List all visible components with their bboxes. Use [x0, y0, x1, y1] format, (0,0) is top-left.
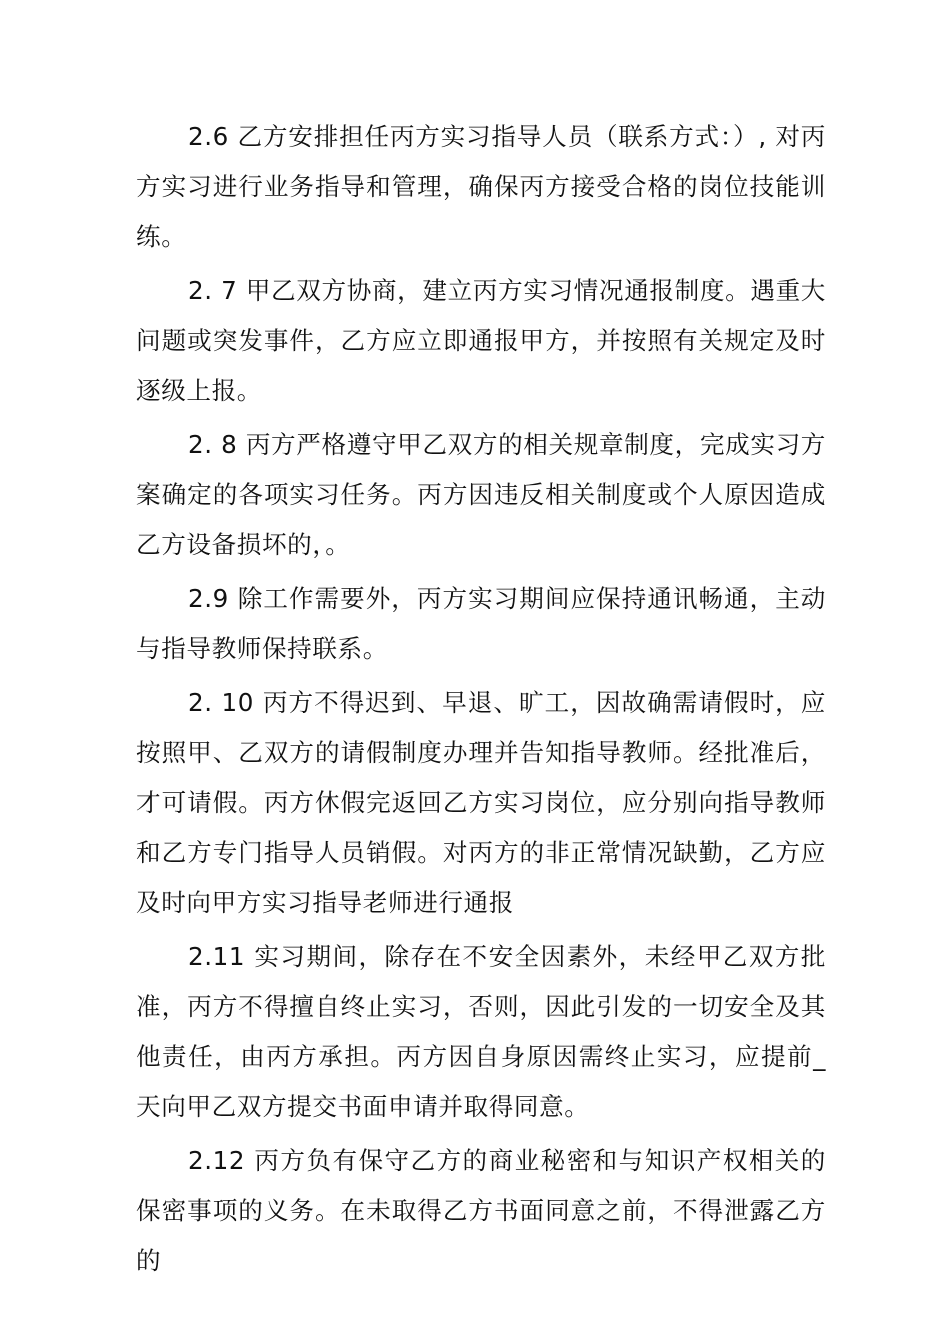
clause-2-7: 2. 7 甲乙双方协商，建立丙方实习情况通报制度。遇重大问题或突发事件，乙方应立即通报甲方，并按照有关规定及时逐级上报。	[136, 276, 826, 405]
clause-2-6: 2.6 乙方安排担任丙方实习指导人员（联系方式：）, 对丙方实习进行业务指导和管理，确保丙方接受合格的岗位技能训练。	[136, 122, 826, 251]
clause-2-9: 2.9 除工作需要外，丙方实习期间应保持通讯畅通，主动与指导教师保持联系。	[136, 584, 826, 663]
clause-2-10: 2. 10 丙方不得迟到、早退、旷工，因故确需请假时，应按照甲、乙双方的请假制度办理并告知指导教师。经批准后，才可请假。丙方休假完返回乙方实习岗位，应分别向指导教师和乙方专门指导人员销假。对丙方的非正常情况缺勤，乙方应及时向甲方实习指导老师进行通报	[136, 688, 826, 917]
document-body	[136, 112, 826, 1290]
clause-2-12: 2.12 丙方负有保守乙方的商业秘密和与知识产权相关的保密事项的义务。在未取得乙方书面同意之前，不得泄露乙方的	[136, 1146, 826, 1275]
clause-2-8: 2. 8 丙方严格遵守甲乙双方的相关规章制度，完成实习方案确定的各项实习任务。丙方因违反相关制度或个人原因造成乙方设备损坏的，。	[136, 430, 826, 559]
clause-2-11: 2.11 实习期间，除存在不安全因素外，未经甲乙双方批准，丙方不得擅自终止实习，否则，因此引发的一切安全及其他责任，由丙方承担。丙方因自身原因需终止实习，应提前_天向甲乙双方提交书面申请并取得同意。	[136, 942, 826, 1121]
